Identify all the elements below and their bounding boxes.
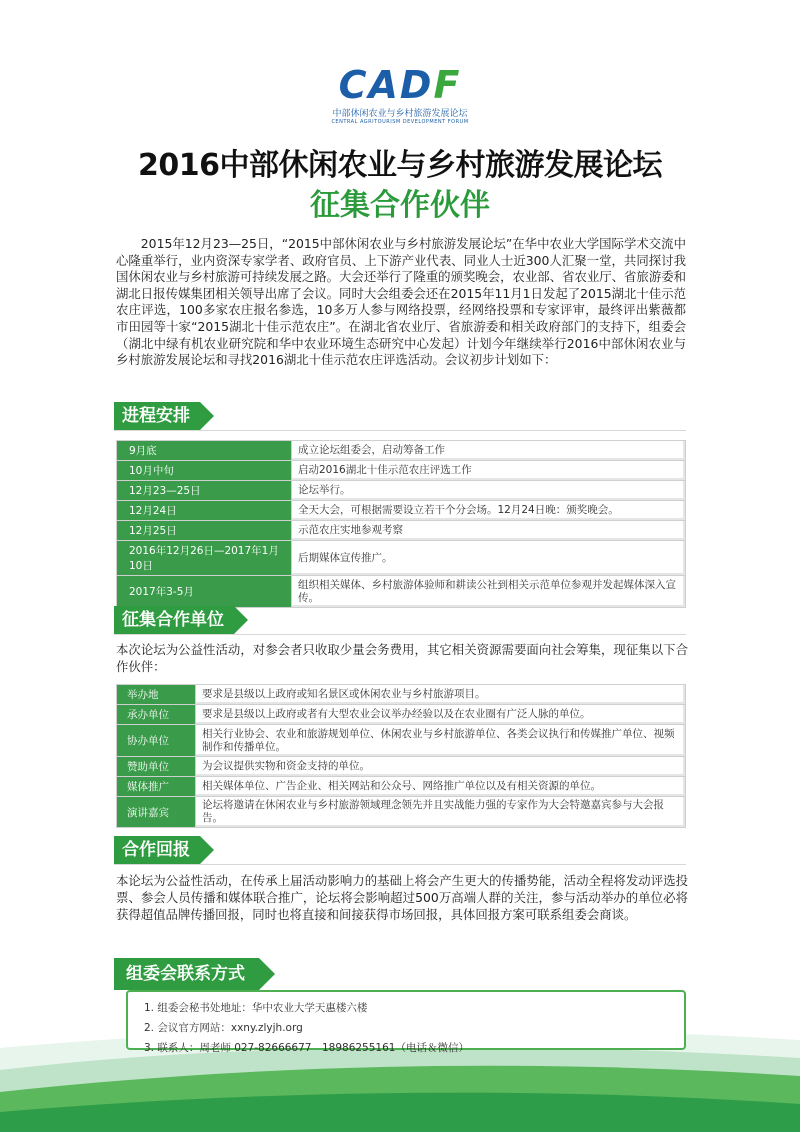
schedule-event: 启动2016湖北十佳示范农庄评选工作	[292, 461, 686, 481]
logo-mark-green: F	[433, 63, 462, 107]
partners-heading: 征集合作单位	[114, 606, 234, 634]
schedule-time: 2017年3-5月	[117, 576, 292, 608]
logo-chinese-name: 中部休闲农业与乡村旅游发展论坛	[332, 109, 468, 119]
schedule-event: 全天大会，可根据需要设立若干个分会场。12月24日晚：颁奖晚会。	[292, 501, 686, 521]
divider	[114, 864, 686, 865]
schedule-time: 12月23—25日	[117, 481, 292, 501]
schedule-event: 后期媒体宣传推广。	[292, 541, 686, 576]
partner-role: 举办地	[117, 685, 196, 705]
partners-table	[116, 684, 686, 828]
contact-person: 3. 联系人：周老师 027-82666677 18986255161（电话＆微信）	[144, 1042, 469, 1054]
schedule-row	[117, 481, 686, 501]
schedule-time: 10月中旬	[117, 461, 292, 481]
schedule-heading: 进程安排	[114, 402, 200, 430]
contact-address: 1. 组委会秘书处地址：华中农业大学天惠楼六楼	[144, 1002, 368, 1014]
logo-mark	[320, 63, 480, 107]
partner-description: 为会议提供实物和资金支持的单位。	[196, 757, 686, 777]
partner-role: 协办单位	[117, 725, 196, 757]
partner-row	[117, 685, 686, 705]
divider	[114, 430, 686, 431]
schedule-event: 组织相关媒体、乡村旅游体验师和耕读公社到相关示范单位参观并发起媒体深入宣传。	[292, 576, 686, 608]
contact-heading: 组委会联系方式	[114, 958, 259, 990]
logo-mark-blue: CAD	[338, 63, 434, 107]
partner-description: 要求是县级以上政府或知名景区或休闲农业与乡村旅游项目。	[196, 685, 686, 705]
schedule-event: 示范农庄实地参观考察	[292, 521, 686, 541]
schedule-table	[116, 440, 686, 608]
partner-row	[117, 797, 686, 828]
partner-row	[117, 705, 686, 725]
partner-row	[117, 725, 686, 757]
contact-website: 2. 会议官方网站：xxny.zlyjh.org	[144, 1022, 303, 1034]
partners-intro: 本次论坛为公益性活动，对参会者只收取少量会务费用，其它相关资源需要面向社会筹集，现征集以下合作伙伴：	[116, 642, 688, 674]
cadf-logo	[320, 63, 480, 125]
partner-role: 赞助单位	[117, 757, 196, 777]
schedule-time: 2016年12月26日—2017年1月10日	[117, 541, 292, 576]
schedule-event: 成立论坛组委会，启动筹备工作	[292, 441, 686, 461]
schedule-row	[117, 461, 686, 481]
intro-paragraph: 2015年12月23—25日，“2015中部休闲农业与乡村旅游发展论坛”在华中农业大学国际学术交流中心隆重举行，业内资深专家学者、政府官员、上下游产业代表、同业人士近300人汇聚一堂，共同探讨我国休闲农业与乡村旅游可持续发展之路。大会还举行了隆重的颁奖晚会，农业部、省农业厅、省旅游委和湖北日报传媒集团相关领导出席了会议。同时大会组委会还在2015年11月1日发起了2015湖北十佳示范农庄评选，100多家农庄报名参选，10多万人参与网络投票，经网络投票和专家评审，最终评出紫薇都市田园等十家“2015湖北十佳示范农庄”。在湖北省农业厅、省旅游委和相关政府部门的支持下，组委会（湖北中绿有机农业研究院和华中农业环境生态研究中心发起）计划今年继续举行2016中部休闲农业与乡村旅游发展论坛和寻找2016湖北十佳示范农庄评选活动。会议初步计划如下：	[116, 236, 686, 368]
partner-description: 相关行业协会、农业和旅游规划单位、休闲农业与乡村旅游单位、各类会议执行和传媒推广单位、视频制作和传播单位。	[196, 725, 686, 757]
contact-box	[126, 990, 686, 1054]
schedule-event: 论坛举行。	[292, 481, 686, 501]
returns-heading: 合作回报	[114, 836, 200, 864]
page-subtitle: 征集合作伙伴	[310, 188, 490, 223]
logo-english-name: CENTRAL AGRITOURISM DEVELOPMENT FORUM	[331, 119, 469, 125]
partner-description: 相关媒体单位、广告企业、相关网站和公众号、网络推广单位以及有相关资源的单位。	[196, 777, 686, 797]
returns-paragraph: 本论坛为公益性活动，在传承上届活动影响力的基础上将会产生更大的传播势能，活动全程将发动评选投票、参会人员传播和媒体联合推广，论坛将会影响超过500万高端人群的关注，参与活动举办的单位必将获得超值品牌传播回报，同时也将直接和间接获得市场回报，具体回报方案可联系组委会商谈。	[116, 873, 688, 922]
partner-description: 要求是县级以上政府或者有大型农业会议举办经验以及在农业圈有广泛人脉的单位。	[196, 705, 686, 725]
schedule-time: 12月24日	[117, 501, 292, 521]
partner-row	[117, 777, 686, 797]
schedule-row	[117, 521, 686, 541]
divider	[114, 634, 686, 635]
schedule-row	[117, 541, 686, 576]
schedule-time: 9月底	[117, 441, 292, 461]
schedule-time: 12月25日	[117, 521, 292, 541]
partner-role: 承办单位	[117, 705, 196, 725]
schedule-row	[117, 576, 686, 608]
page-title: 2016中部休闲农业与乡村旅游发展论坛	[138, 148, 662, 183]
partner-role: 演讲嘉宾	[117, 797, 196, 828]
partner-description: 论坛将邀请在休闲农业与乡村旅游领域理念领先并且实战能力强的专家作为大会特邀嘉宾参与大会报告。	[196, 797, 686, 828]
schedule-row	[117, 501, 686, 521]
partner-role: 媒体推广	[117, 777, 196, 797]
partner-row	[117, 757, 686, 777]
schedule-row	[117, 441, 686, 461]
